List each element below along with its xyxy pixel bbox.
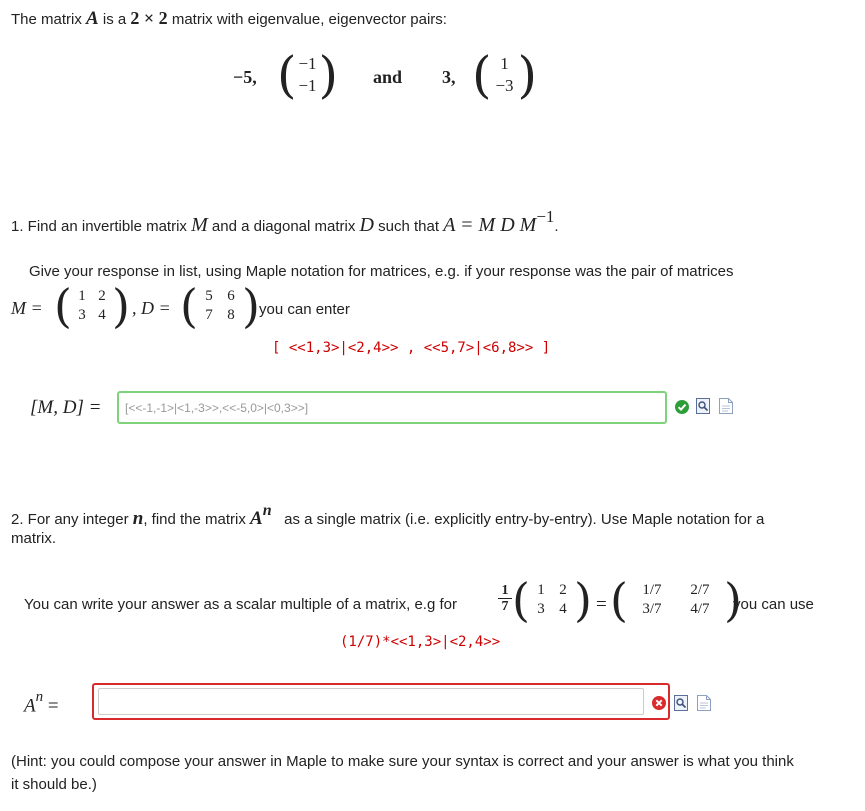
q1-example-code: [ <<1,3>|<2,4>> , <<5,7>|<6,8>> ] xyxy=(272,340,551,356)
example-D-matrix: ( 5 6 7 8 ) xyxy=(180,279,260,333)
correct-check-icon xyxy=(675,400,689,414)
eigenvalue-1: −5, xyxy=(233,67,257,87)
example-M-matrix: ( 1 2 3 4 ) xyxy=(54,279,130,333)
fraction-one-seventh: 1 7 xyxy=(498,583,512,614)
q2-example-code: (1/7)*<<1,3>|<2,4>> xyxy=(340,634,501,650)
eigenvector-2: ( 1 −3 ) xyxy=(472,46,538,104)
q1-answer-label: [M, D] = xyxy=(30,397,102,418)
eigenvector-1-top: −1 xyxy=(298,54,317,73)
q2-example-matrix: ( 1 2 3 4 ) xyxy=(512,573,592,627)
help-document-icon-2[interactable] xyxy=(697,695,711,711)
eigenvector-2-top: 1 xyxy=(500,54,509,73)
q2-equals: = xyxy=(596,594,607,615)
q1-instructions: Give your response in list, using Maple notation for matrices, e.g. if your response was the pair of matrices xyxy=(29,263,734,280)
you-can-enter-text: you can enter xyxy=(259,301,350,318)
q1-answer-input[interactable] xyxy=(119,393,665,422)
example-D-label: , D = xyxy=(132,298,171,318)
incorrect-x-icon xyxy=(652,696,666,710)
q1-answer-field[interactable] xyxy=(117,391,667,424)
q2-result-matrix: ( 1/7 2/7 3/7 4/7 ) xyxy=(610,573,742,627)
help-document-icon[interactable] xyxy=(719,398,733,414)
eigenvector-1-bottom: −1 xyxy=(298,76,317,95)
intro-text: The matrix A is a 2 × 2 matrix with eigenvalue, eigenvector pairs: xyxy=(11,8,447,29)
eigenvector-2-bottom: −3 xyxy=(495,76,514,95)
hint-text: (Hint: you could compose your answer in Maple to make sure your syntax is correct and your answer is what you think it should be.) xyxy=(11,753,794,793)
eigenvalue-2: 3, xyxy=(442,67,456,87)
preview-icon[interactable] xyxy=(696,398,710,414)
q1-prompt: 1. Find an invertible matrix M and a diagonal matrix D such that A = M D $M^{-1}$. xyxy=(11,207,559,236)
you-can-use-text: you can use xyxy=(733,596,814,613)
and-word: and xyxy=(373,67,403,87)
q2-answer-label: $A^n$ = xyxy=(24,689,59,717)
q2-prompt: 2. For any integer n, find the matrix $A^n$ as a single matrix (i.e. explicitly entry-by-entry). Use Maple notation for a xyxy=(11,502,765,529)
preview-icon-2[interactable] xyxy=(674,695,688,711)
q2-answer-input[interactable] xyxy=(99,689,643,714)
example-M-label: M = xyxy=(11,298,43,318)
q2-scalar-text: You can write your answer as a scalar multiple of a matrix, e.g for xyxy=(24,596,457,613)
eigenvector-1: ( −1 −1 ) xyxy=(277,46,339,104)
q2-prompt-cont: matrix. xyxy=(11,530,56,547)
q2-answer-field[interactable] xyxy=(92,683,670,720)
